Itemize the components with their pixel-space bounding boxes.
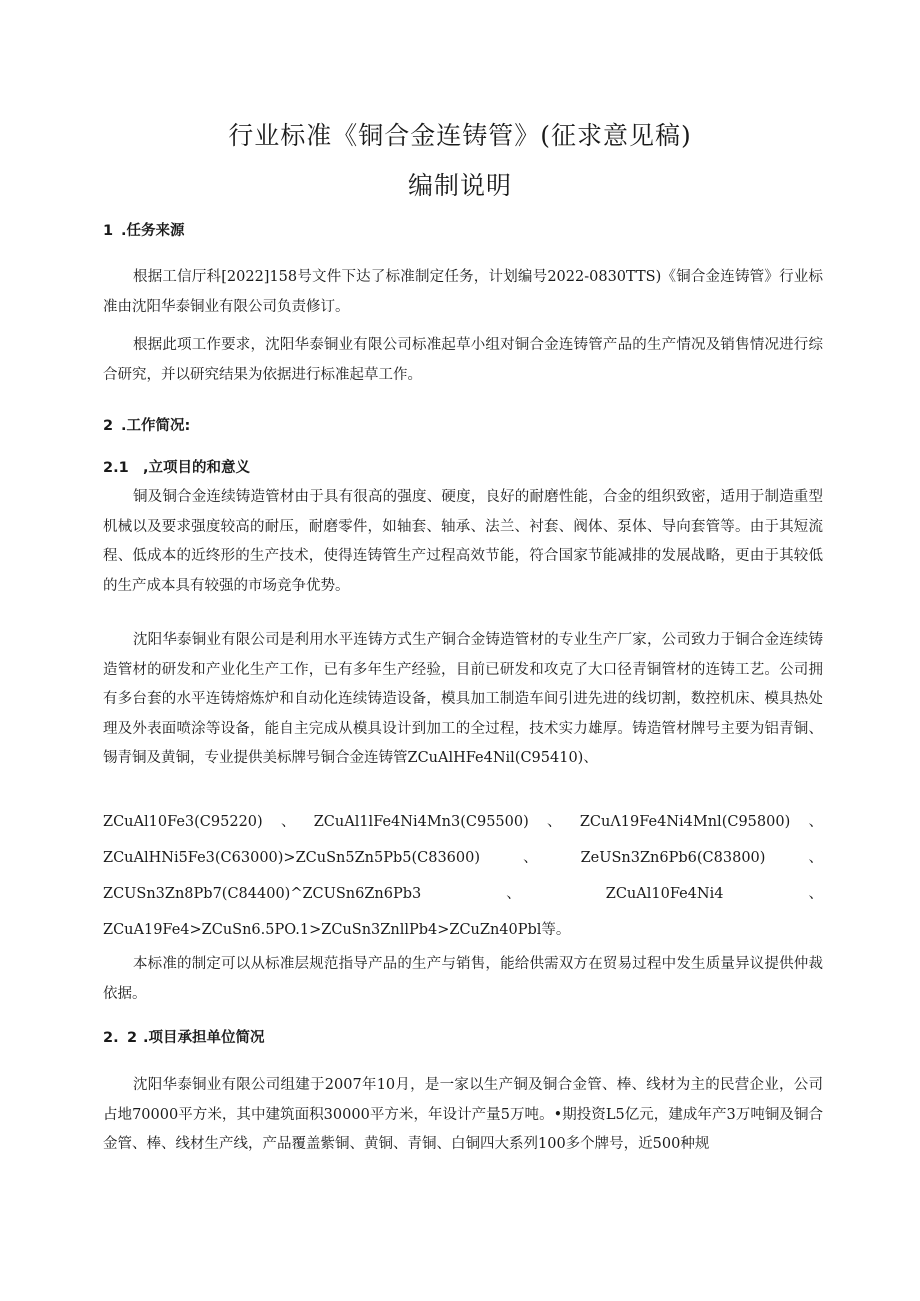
alloy-grade: ZeUSn3Zn6Pb6(C83800): [580, 850, 766, 866]
alloy-grade-line-2: [103, 844, 823, 874]
paragraph-significance: 本标准的制定可以从标准层规范指导产品的生产与销售，能给供需双方在贸易过程中发生质量异议提供仲裁依据。: [103, 956, 823, 1002]
section-title: .项目承担单位简况: [143, 1030, 265, 1046]
separator: 、: [547, 814, 562, 830]
paragraph-task-source: 根据工信厅科[2022]158号文件下达了标准制定任务，计划编号2022-0830TTS)《铜合金连铸管》行业标准由沈阳华泰铜业有限公司负责修订。: [103, 269, 823, 315]
section-title: .任务来源: [121, 223, 185, 239]
section-heading-2-2: [103, 1026, 265, 1047]
document-subtitle: 编制说明: [407, 171, 512, 200]
separator: 、: [808, 814, 823, 830]
section-heading-2-1: [103, 456, 250, 477]
separator: 、: [808, 886, 823, 902]
section-heading-2: [103, 414, 190, 435]
section-number-sub: 2: [127, 1030, 138, 1046]
separator: 、: [808, 850, 823, 866]
paragraph-company-profile: 沈阳华泰铜业有限公司是利用水平连铸方式生产铜合金铸造管材的专业生产厂家，公司致力于铜合金连续铸造管材的研发和产业化生产工作，已有多年生产经验，目前已研发和攻克了大口径青铜管材的连铸工艺。公司拥有多台套的水平连铸熔炼炉和自动化连续铸造设备，模具加工制造车间引进先进的线切割，数控机床、模具热处理及外表面喷涂等设备，能自主完成从模具设计到加工的全过程，技术实力雄厚。铸造管材牌号主要为铝青铜、锡青铜及黄铜，专业提供美标牌号铜合金连铸管ZCuAlHFe4Nil(C95410)、: [103, 632, 823, 766]
alloy-grade: ZCuΛ19Fe4Ni4Mnl(C95800): [579, 814, 791, 830]
document-title: 行业标准《铜合金连铸管》(征求意见稿): [228, 121, 692, 150]
section-title: ,立项目的和意义: [143, 460, 251, 476]
paragraph-purpose: 铜及铜合金连续铸造管材由于具有很高的强度、硬度，良好的耐磨性能，合金的组织致密，适用于制造重型机械以及要求强度较高的耐压，耐磨零件，如轴套、轴承、法兰、衬套、阀体、泵体、导向套管等。由于其短流程、低成本的近终形的生产技术，使得连铸管生产过程高效节能，符合国家节能减排的发展战略，更由于其较低的生产成本具有较强的市场竞争优势。: [103, 489, 823, 594]
separator: 、: [506, 886, 521, 902]
separator: 、: [280, 814, 296, 830]
alloy-grade: ZCUSn3Zn8Pb7(C84400)^ZCUSn6Zn6Pb3: [103, 886, 422, 902]
paragraph-company-history: 沈阳华泰铜业有限公司组建于2007年10月，是一家以生产铜及铜合金管、棒、线材为主的民营企业，公司占地70000平方米，其中建筑面积30000平方米，年设计产量5万吨。•期投资L5亿元，建成年产3万吨铜及铜合金管、棒、线材生产线，产品覆盖紫铜、黄铜、青铜、白铜四大系列100多个牌号，近500种规: [103, 1077, 823, 1152]
section-heading-1: [103, 219, 185, 240]
alloy-grade-line-3: [103, 880, 823, 910]
alloy-grade-line-4: ZCuA19Fe4>ZCuSn6.5PO.1>ZCuSn3ZnllPb4>ZCuZn40Pbl等。: [103, 922, 571, 938]
section-number: 2: [103, 418, 114, 434]
section-number: 1: [103, 223, 114, 239]
section-number: 2.1: [103, 460, 129, 476]
alloy-grade: ZCuAl10Fe3(C95220): [103, 814, 263, 830]
separator: 、: [523, 850, 538, 866]
alloy-grade: ZCuAlHNi5Fe3(C63000)>ZCuSn5Zn5Pb5(C83600): [103, 850, 481, 866]
section-title: .工作简况:: [121, 418, 191, 434]
alloy-grade: ZCuAl1lFe4Ni4Mn3(C95500): [313, 814, 529, 830]
alloy-grade: ZCuAl10Fe4Ni4: [605, 886, 724, 902]
paragraph-work-requirement: 根据此项工作要求，沈阳华泰铜业有限公司标准起草小组对铜合金连铸管产品的生产情况及销售情况进行综合研究，并以研究结果为依据进行标准起草工作。: [103, 337, 823, 383]
alloy-grade-line-1: [103, 808, 823, 838]
section-number: 2.: [103, 1030, 119, 1046]
